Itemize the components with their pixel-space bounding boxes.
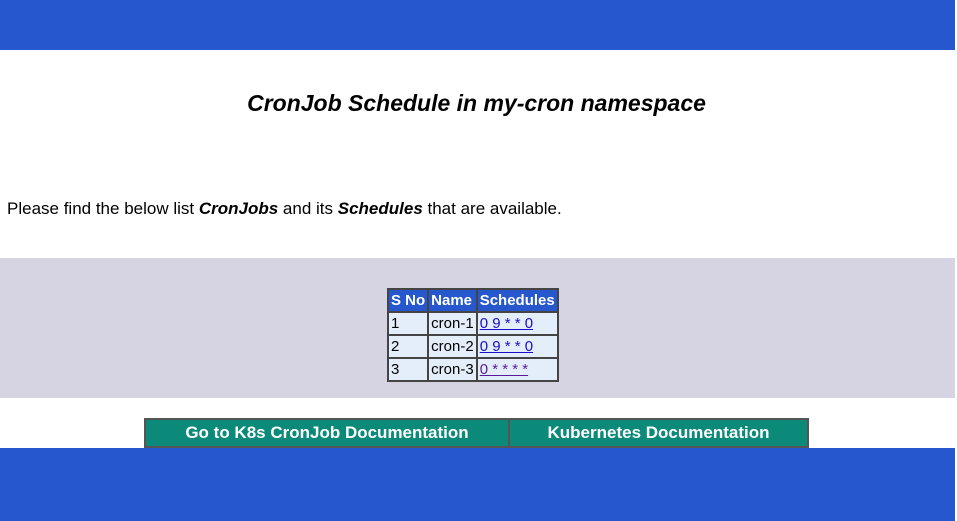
cell-name: cron-2 — [428, 335, 477, 358]
schedule-link-cron-1[interactable]: 0 9 * * 0 — [479, 315, 534, 332]
cronjob-table — [387, 288, 559, 382]
table-row — [388, 358, 558, 381]
header-bar — [0, 0, 957, 50]
schedule-link-cron-3[interactable]: 0 * * * * — [479, 361, 529, 378]
intro-text — [7, 198, 562, 220]
column-header-sno: S No — [388, 289, 428, 312]
intro-emph-cronjobs: CronJobs — [198, 199, 279, 218]
cell-name: cron-1 — [428, 312, 477, 335]
footer-bar — [0, 448, 957, 521]
kubernetes-docs-button[interactable]: Kubernetes Documentation — [510, 420, 807, 446]
page-title: CronJob Schedule in my-cron namespace — [247, 90, 706, 116]
intro-suffix: that are available. — [422, 199, 562, 218]
intro-prefix: Please find the below list — [7, 199, 199, 218]
intro-middle: and its — [278, 199, 338, 218]
table-row — [388, 312, 558, 335]
table-row — [388, 335, 558, 358]
cell-schedule — [477, 335, 558, 358]
cell-sno: 3 — [388, 358, 428, 381]
cronjob-docs-button[interactable]: Go to K8s CronJob Documentation — [146, 420, 510, 446]
cell-sno: 2 — [388, 335, 428, 358]
cell-schedule — [477, 312, 558, 335]
column-header-name: Name — [428, 289, 477, 312]
cell-name: cron-3 — [428, 358, 477, 381]
documentation-links — [144, 418, 809, 448]
table-header-row — [388, 289, 558, 312]
cell-schedule — [477, 358, 558, 381]
intro-emph-schedules: Schedules — [337, 199, 423, 218]
schedule-link-cron-2[interactable]: 0 9 * * 0 — [479, 338, 534, 355]
column-header-schedules: Schedules — [477, 289, 558, 312]
cell-sno: 1 — [388, 312, 428, 335]
